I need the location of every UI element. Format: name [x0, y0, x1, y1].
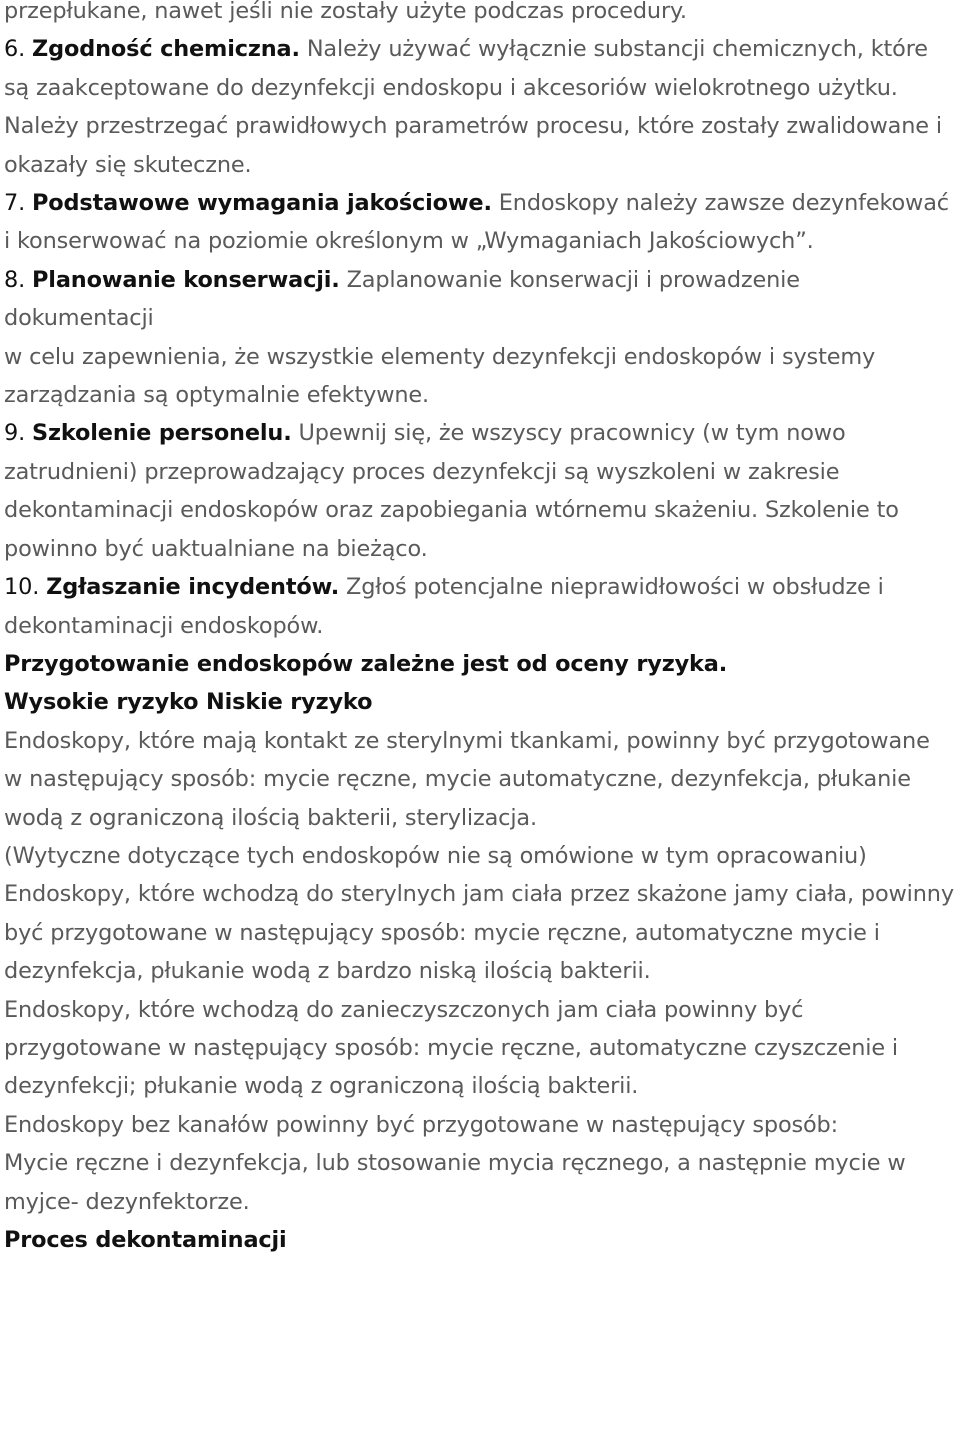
- section-text: Endoskopy należy zawsze dezynfekować i konserwować na poziomie określonym w „Wymaganiach Jakościowych”.: [4, 190, 949, 255]
- risk-levels-line: Wysokie ryzyko Niskie ryzyko: [4, 689, 373, 716]
- section-title: Podstawowe wymagania jakościowe.: [32, 190, 492, 217]
- section-8-continuation: w celu zapewnienia, że wszystkie elementy dezynfekcji endoskopów i systemy zarządzania są optymalnie efektywne.: [4, 343, 876, 409]
- section-text: Zaplanowanie konserwacji i prowadzenie dokumentacji: [4, 266, 800, 332]
- section-number: 10.: [4, 574, 40, 601]
- document-body: [4, 0, 954, 1259]
- paragraph-no-channels: Endoskopy bez kanałów powinny być przygotowane w następujący sposób:: [4, 1111, 839, 1138]
- section-text: Zgłoś potencjalne nieprawidłowości w obsłudze i: [346, 574, 884, 601]
- section-title: Szkolenie personelu.: [32, 420, 292, 447]
- section-number: 6.: [4, 36, 26, 63]
- paragraph-guidelines-note: (Wytyczne dotyczące tych endoskopów nie są omówione w tym opracowaniu): [4, 842, 867, 869]
- section-6: [4, 30, 954, 184]
- section-9: [4, 414, 954, 568]
- section-10-continuation: dekontaminacji endoskopów.: [4, 612, 324, 639]
- section-10: [4, 568, 954, 606]
- section-title: Planowanie konserwacji.: [32, 266, 340, 293]
- risk-heading: Przygotowanie endoskopów zależne jest od oceny ryzyka.: [4, 650, 728, 677]
- paragraph-sterile-cavities: Endoskopy, które wchodzą do sterylnych jam ciała przez skażone jamy ciała, powinny być przygotowane w następujący sposób: mycie ręczne, automatyczne mycie i dezynfekcja, płukanie wodą z bardzo niską ilością bakterii.: [4, 881, 954, 985]
- section-number: 8.: [4, 266, 26, 293]
- section-title: Zgodność chemiczna.: [32, 36, 300, 63]
- paragraph-contaminated-cavities: Endoskopy, które wchodzą do zanieczyszczonych jam ciała powinny być przygotowane w następujący sposób: mycie ręczne, automatyczne czyszczenie i dezynfekcji; płukanie wodą z ograniczoną ilością bakterii.: [4, 996, 899, 1100]
- section-7: [4, 184, 954, 261]
- section-text: Upewnij się, że wszyscy pracownicy (w tym nowo zatrudnieni) przeprowadzający proces dezynfekcji są wyszkoleni w zakresie dekontaminacji endoskopów oraz zapobiegania wtórnemu skażeniu. Szkolenie to powinno być uaktualniane na bieżąco.: [4, 420, 899, 562]
- section-number: 7.: [4, 190, 26, 217]
- section-title: Zgłaszanie incydentów.: [46, 574, 340, 601]
- paragraph-manual-washing: Mycie ręczne i dezynfekcja, lub stosowanie mycia ręcznego, a następnie mycie w myjce- dezynfektorze.: [4, 1150, 906, 1215]
- section-text: Należy używać wyłącznie substancji chemicznych, które są zaakceptowane do dezynfekcji endoskopu i akcesoriów wielokrotnego użytku. Należy przestrzegać prawidłowych parametrów procesu, które zostały zwalidowane i okazały się skuteczne.: [4, 36, 942, 178]
- section-8: [4, 261, 954, 338]
- process-heading: Proces dekontaminacji: [4, 1227, 287, 1253]
- section-number: 9.: [4, 420, 26, 447]
- paragraph-sterile-tissue: Endoskopy, które mają kontakt ze sterylnymi tkankami, powinny być przygotowane w następujący sposób: mycie ręczne, mycie automatyczne, dezynfekcja, płukanie wodą z ograniczoną ilością bakterii, sterylizacja.: [4, 727, 930, 831]
- continuation-line: przepłukane, nawet jeśli nie zostały użyte podczas procedury.: [4, 0, 687, 24]
